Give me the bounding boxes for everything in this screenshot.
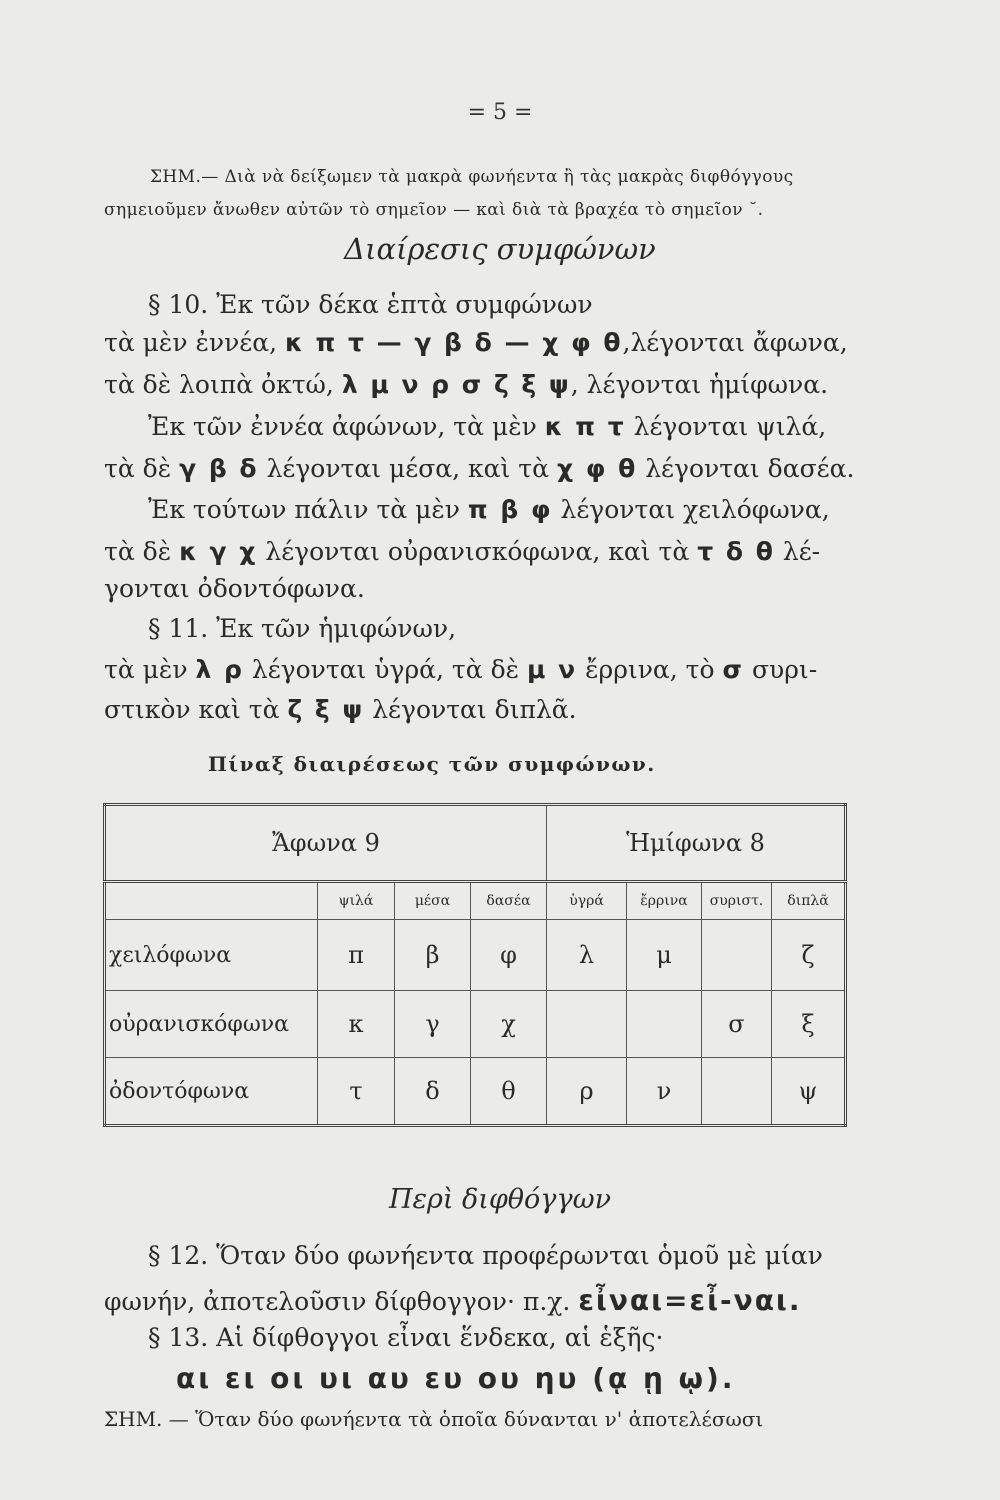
bold-letters: σ bbox=[722, 655, 744, 684]
sec12-line-1: § 12. Ὅταν δύο φωνήεντα προφέρωνται ὁμοῦ μὲ μίαν bbox=[148, 1241, 823, 1270]
text: Ἐκ τῶν ἐννέα ἀφώνων, τὰ μὲν bbox=[148, 412, 537, 441]
table-cell bbox=[547, 991, 627, 1058]
table-cell: γ bbox=[395, 991, 471, 1058]
text: λέγονται δασέα. bbox=[645, 454, 855, 483]
table-cell: ζ bbox=[772, 920, 846, 991]
column-header: ὑγρά bbox=[547, 882, 627, 920]
text: , λέγονται ἡμίφωνα. bbox=[570, 370, 829, 399]
text: λέγονται διπλᾶ. bbox=[372, 695, 577, 724]
table-cell: ξ bbox=[772, 991, 846, 1058]
table-cell: τ bbox=[318, 1058, 395, 1126]
bold-letters: κ γ χ bbox=[179, 537, 258, 566]
text: τὰ δὲ λοιπὰ ὀκτώ, bbox=[104, 370, 334, 399]
table-cell: χ bbox=[471, 991, 547, 1058]
sec12-line-2 bbox=[104, 1284, 801, 1317]
sec13-line-1: § 13. Αἱ δίφθογγοι εἶναι ἕνδεκα, αἱ ἑξῆς· bbox=[148, 1323, 664, 1352]
sec11-line-2 bbox=[104, 655, 817, 684]
table-corner-cell bbox=[105, 882, 318, 920]
sec10-line-6 bbox=[148, 495, 830, 524]
text: φωνήν, ἀποτελοῦσιν δίφθογγον· π.χ. bbox=[104, 1287, 571, 1316]
table-row bbox=[105, 1058, 846, 1126]
text: λέγονται μέσα, καὶ τὰ bbox=[266, 454, 550, 483]
table-cell: λ bbox=[547, 920, 627, 991]
column-header: ψιλά bbox=[318, 882, 395, 920]
table-cell: κ bbox=[318, 991, 395, 1058]
table-row bbox=[105, 991, 846, 1058]
text: ,λέγονται ἄφωνα, bbox=[622, 328, 848, 357]
column-header: ἔρρινα bbox=[627, 882, 702, 920]
bold-letters: κ π τ bbox=[544, 412, 626, 441]
table-cell: ψ bbox=[772, 1058, 846, 1126]
text: τὰ μὲν ἐννέα, bbox=[104, 328, 278, 357]
bold-letters: τ δ θ bbox=[697, 537, 775, 566]
text: λέγονται ψιλά, bbox=[633, 412, 827, 441]
text: λέγονται οὐρανισκόφωνα, καὶ τὰ bbox=[265, 537, 690, 566]
heading-consonant-division: Διαίρεσις συμφώνων bbox=[344, 232, 656, 266]
group-header-aphona: Ἄφωνα 9 bbox=[105, 805, 547, 882]
table-cell: δ bbox=[395, 1058, 471, 1126]
bold-letters: κ π τ — γ β δ — χ φ θ bbox=[285, 328, 623, 357]
bold-letters: λ ρ bbox=[195, 655, 244, 684]
table-cell bbox=[702, 1058, 772, 1126]
sec10-line-5 bbox=[104, 454, 854, 483]
text: Ἐκ τούτων πάλιν τὰ μὲν bbox=[148, 495, 460, 524]
text: τὰ δὲ bbox=[104, 537, 172, 566]
bold-example: εἶναι=εἶ-ναι. bbox=[578, 1284, 802, 1317]
text: στικὸν καὶ τὰ bbox=[104, 695, 280, 724]
sec10-line-2 bbox=[104, 328, 848, 357]
table-cell: β bbox=[395, 920, 471, 991]
column-header: διπλᾶ bbox=[772, 882, 846, 920]
table-cell: ν bbox=[627, 1058, 702, 1126]
table-cell: θ bbox=[471, 1058, 547, 1126]
table-cell: μ bbox=[627, 920, 702, 991]
sec10-line-3 bbox=[104, 370, 828, 399]
sec11-line-3 bbox=[104, 695, 577, 724]
table-cell bbox=[702, 920, 772, 991]
bold-letters: ζ ξ ψ bbox=[287, 695, 365, 724]
table-cell: ρ bbox=[547, 1058, 627, 1126]
sec10-line-4 bbox=[148, 412, 826, 441]
row-label: οὐρανισκόφωνα bbox=[105, 991, 318, 1058]
bold-letters: π β φ bbox=[467, 495, 553, 524]
text: τὰ μὲν bbox=[104, 655, 188, 684]
note-top-line-1: ΣΗΜ.— Διὰ νὰ δείξωμεν τὰ μακρὰ φωνήεντα ἢ τὰς μακρὰς διφθόγγους bbox=[150, 167, 794, 187]
note-bottom: ΣΗΜ. — Ὅταν δύο φωνήεντα τὰ ὁποῖα δύνανται ν' ἀποτελέσωσι bbox=[104, 1407, 764, 1431]
bold-letters: μ ν bbox=[527, 655, 578, 684]
diphthong-list: αι ει οι υι αυ ευ ου ηυ (ᾳ ῃ ῳ). bbox=[176, 1362, 736, 1395]
table-cell: π bbox=[318, 920, 395, 991]
table-title: Πίναξ διαιρέσεως τῶν συμφώνων. bbox=[208, 752, 656, 776]
sec10-line-1: § 10. Ἐκ τῶν δέκα ἑπτὰ συμφώνων bbox=[148, 290, 593, 319]
row-label: χειλόφωνα bbox=[105, 920, 318, 991]
table-cell: φ bbox=[471, 920, 547, 991]
table-cell bbox=[627, 991, 702, 1058]
note-top-line-2: σημειοῦμεν ἄνωθεν αὐτῶν τὸ σημεῖον — καὶ διὰ τὰ βραχέα τὸ σημεῖον ˘. bbox=[104, 200, 764, 220]
heading-diphthongs: Περὶ διφθόγγων bbox=[388, 1184, 612, 1215]
text: ἔρρινα, τὸ bbox=[585, 655, 715, 684]
consonant-table bbox=[103, 803, 847, 1127]
text: λέγονται χειλόφωνα, bbox=[560, 495, 830, 524]
table-row bbox=[105, 920, 846, 991]
text: λέγονται ὑγρά, τὰ δὲ bbox=[251, 655, 520, 684]
text: λέ- bbox=[782, 537, 821, 566]
sec10-line-7 bbox=[104, 537, 820, 566]
row-label: ὀδοντόφωνα bbox=[105, 1058, 318, 1126]
page-number: = 5 = bbox=[467, 100, 533, 125]
bold-letters: λ μ ν ρ σ ζ ξ ψ bbox=[341, 370, 571, 399]
column-header: δασέα bbox=[471, 882, 547, 920]
group-header-hemiphona: Ἡμίφωνα 8 bbox=[547, 805, 846, 882]
table-cell: σ bbox=[702, 991, 772, 1058]
column-header: μέσα bbox=[395, 882, 471, 920]
text: συρι- bbox=[751, 655, 818, 684]
bold-letters: χ φ θ bbox=[556, 454, 638, 483]
sec10-line-8: γονται ὀδοντόφωνα. bbox=[104, 574, 365, 603]
bold-letters: γ β δ bbox=[179, 454, 259, 483]
sec11-line-1: § 11. Ἐκ τῶν ἡμιφώνων, bbox=[148, 614, 457, 643]
text: τὰ δὲ bbox=[104, 454, 172, 483]
column-header: συριστ. bbox=[702, 882, 772, 920]
